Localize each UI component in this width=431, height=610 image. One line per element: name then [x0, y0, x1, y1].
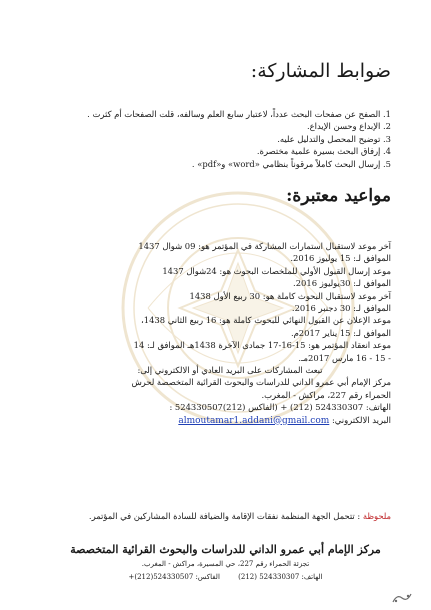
list-item: 2. الإبداع وحسن الإيداع. [306, 121, 391, 132]
contact-line: الحمراء رقم 227، مراكش - المغرب. [261, 389, 391, 400]
note-label: ملحوظة [362, 511, 391, 521]
footer-calligraphy-logo: مركز الإمام أبي عمرو الداني للدراسات والبحوث القرائية المتخصصة [70, 543, 381, 556]
date-line: - 15 - 16 مارس 2017مـ. [298, 352, 391, 363]
list-item: 3. توضيح المحصل والتدليل عليه. [277, 133, 391, 144]
conditions-heading: ضوابط المشاركة: [250, 60, 391, 82]
email-line [69, 414, 391, 427]
date-line: موعد انعقاد المؤتمر هو: 15-16-17 جمادى الآخرة 1438هـ الموافق لـ: 14 [133, 340, 391, 351]
dates-heading: مواعيد معتبرة: [286, 186, 391, 206]
corner-ornament-icon [391, 592, 413, 604]
contact-heading: تبعث المشاركات على البريد العادي أو الالكتروني إلى: [137, 365, 323, 376]
email-link[interactable]: almoutamar1.addani@gmail.com [178, 415, 330, 426]
note-paragraph [69, 510, 391, 522]
date-line: الموافق لـ: 15 يوليوز 2016. [290, 253, 391, 264]
document-body [60, 0, 391, 610]
footer [60, 543, 391, 582]
footer-fax: الفاكس: 524330507(212)+ [128, 573, 220, 581]
date-line: الموافق لـ: 30 دجنبر 2016. [291, 303, 391, 314]
date-line: الموافق لـ: 15 يناير 2017م. [290, 327, 391, 338]
note-text: : تتحمل الجهة المنظمة نفقات الإقامة والضيافة للسادة المشاركين في المؤتمر. [88, 511, 361, 521]
conditions-list [73, 108, 391, 170]
date-line: آخر موعد لاستقبال البحوث كاملة هو: 30 ربيع الأول 1438 [189, 290, 391, 301]
date-line: آخر موعد لاستقبال استمارات المشاركة في المؤتمر هو: 09 شوال 1437 [138, 241, 391, 251]
footer-contacts [60, 572, 391, 582]
date-line: الموافق لـ: 30يوليوز 2016. [293, 278, 391, 289]
footer-address: تجزئة الحمراء رقم 227، حي المسيرة، مراكش - المغرب. [141, 560, 310, 568]
date-line: موعد الإعلان عن القبول النهائي للبحوث كاملة هو: 16 ربيع الثاني 1438، [141, 315, 391, 326]
list-item: 5. إرسال البحث كاملاً مرقوناً بنظامي «word» و«pdf» . [191, 158, 391, 169]
footer-phone: الهاتف: 524330307 (212) [238, 573, 323, 581]
list-item: 1. الصفح عن صفحات البحث عدداً، لاعتبار سابع العلم وسالفه، قلت الصفحات أم كثرت . [87, 109, 391, 119]
date-line: موعد إرسال القبول الأولي للملخصات البحوث هو: 24شوال 1437 [162, 265, 391, 276]
contact-line: مركز الإمام أبي عمرو الداني للدراسات والبحوث القرائية المتخصصة لحرش [131, 377, 391, 388]
contact-line: الهاتف: 524330307 (212) + (الفاكس (212)524330507 : [169, 402, 391, 413]
dates-section [69, 240, 391, 427]
list-item: 4. إرفاق البحث بسيرة علمية مختصرة. [256, 146, 391, 157]
email-label: البريد الالكتروني: [331, 414, 391, 425]
